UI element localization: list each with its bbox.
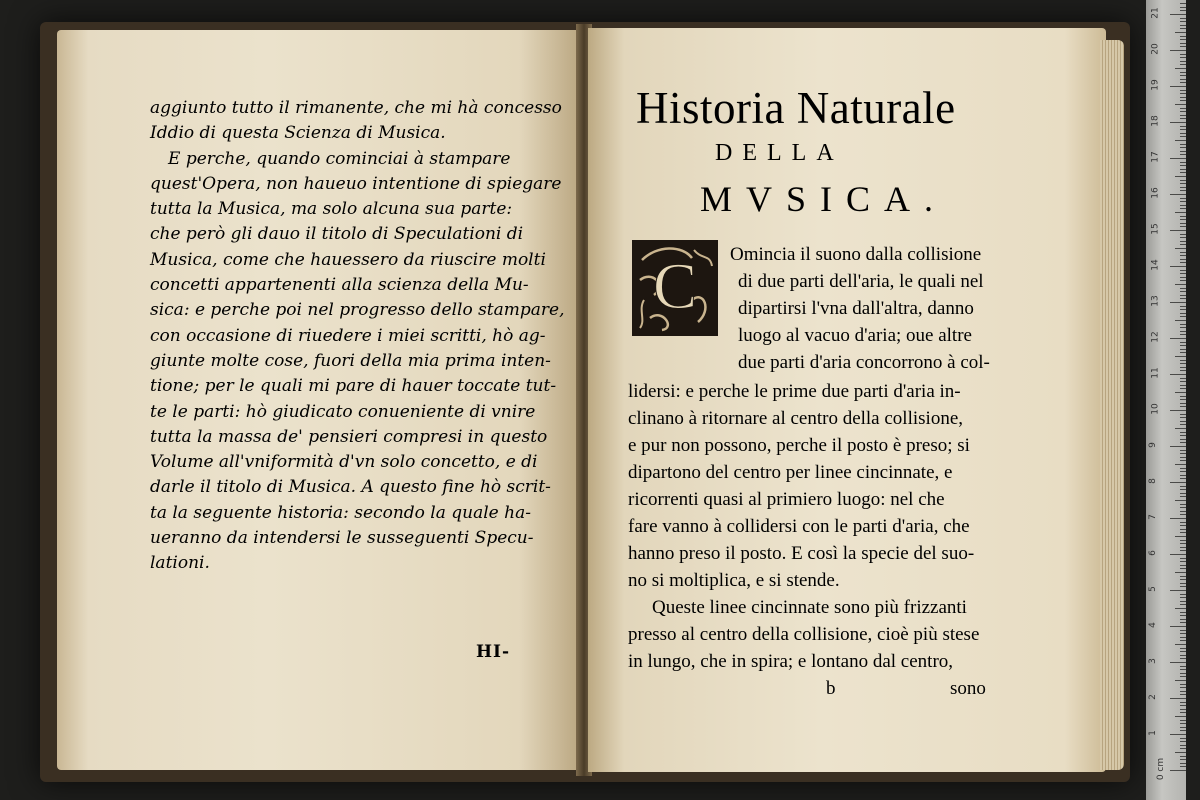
ruler-tick [1180, 439, 1186, 440]
ruler-tick [1180, 478, 1186, 479]
ruler-tick [1180, 180, 1186, 181]
ruler-number: 20 [1150, 43, 1161, 55]
ruler-tick [1170, 554, 1186, 555]
ruler-tick [1180, 579, 1186, 580]
ruler-tick [1175, 68, 1186, 69]
ruler-tick [1180, 316, 1186, 317]
ruler-tick [1180, 64, 1186, 65]
ruler-tick [1175, 572, 1186, 573]
ruler-tick [1180, 273, 1186, 274]
ruler-tick [1180, 550, 1186, 551]
ruler-tick [1180, 666, 1186, 667]
ruler-tick [1180, 684, 1186, 685]
ruler-number: 13 [1150, 295, 1161, 307]
ruler-number: 1 [1147, 730, 1158, 736]
ruler-number: 6 [1147, 550, 1158, 556]
ruler-tick [1170, 734, 1186, 735]
ruler-tick [1180, 691, 1186, 692]
ruler-tick [1170, 482, 1186, 483]
ruler-tick [1175, 212, 1186, 213]
ruler-tick [1180, 216, 1186, 217]
right-line: di due parti dell'aria, le quali nel [738, 271, 984, 292]
ruler-tick [1170, 14, 1186, 15]
ruler-tick [1170, 446, 1186, 447]
ruler-tick [1180, 615, 1186, 616]
ruler-tick [1180, 75, 1186, 76]
ruler-tick [1180, 43, 1186, 44]
ruler-tick [1180, 370, 1186, 371]
right-line: dipartirsi l'vna dall'altra, danno [738, 298, 974, 319]
ruler-tick [1175, 680, 1186, 681]
right-catchword: sono [950, 678, 986, 699]
ruler-tick [1180, 414, 1186, 415]
ruler-tick [1180, 568, 1186, 569]
ruler-tick [1180, 241, 1186, 242]
ruler-tick [1170, 410, 1186, 411]
ruler-tick [1180, 489, 1186, 490]
ruler-tick [1180, 457, 1186, 458]
right-line: Omincia il suono dalla collisione [730, 244, 982, 265]
right-line: due parti d'aria concorrono à col- [738, 352, 990, 373]
left-line: lationi. [150, 553, 210, 574]
svg-text:C: C [652, 250, 698, 323]
ruler-tick [1180, 21, 1186, 22]
ruler-tick [1180, 172, 1186, 173]
ruler-tick [1180, 540, 1186, 541]
right-line: presso al centro della collisione, cioè più stese [628, 624, 980, 645]
ruler-tick [1175, 284, 1186, 285]
ruler-tick [1180, 82, 1186, 83]
ruler-tick [1175, 104, 1186, 105]
ruler-tick [1180, 640, 1186, 641]
ruler-tick [1180, 219, 1186, 220]
ruler-tick [1180, 766, 1186, 767]
ruler-tick [1180, 18, 1186, 19]
ruler-tick [1180, 730, 1186, 731]
left-line: tutta la Musica, ma solo alcuna sua parte: [150, 199, 513, 220]
left-line: darle il titolo di Musica. A questo fine hò scrit- [150, 477, 551, 498]
ruler-tick [1170, 302, 1186, 303]
ruler-tick [1180, 424, 1186, 425]
ruler-tick [1175, 536, 1186, 537]
ruler-tick [1180, 10, 1186, 11]
ruler-number: 5 [1147, 586, 1158, 592]
left-line: ueranno da intendersi le susseguenti Specu- [150, 528, 534, 549]
left-line: tione; per le quali mi pare di hauer toccate tut- [150, 376, 557, 397]
ruler-tick [1180, 154, 1186, 155]
ruler-tick [1180, 421, 1186, 422]
ruler-tick [1180, 763, 1186, 764]
ruler-tick [1180, 169, 1186, 170]
ruler-number: 19 [1150, 79, 1161, 91]
signature-mark: b [826, 678, 836, 699]
left-line: te le parti: hò giudicato conueniente di vnire [150, 401, 536, 422]
ruler-number: 8 [1147, 478, 1158, 484]
ruler-number: 21 [1150, 7, 1161, 19]
left-line: giunte molte cose, fuori della mia prima inten- [150, 350, 551, 371]
ruler-tick [1170, 338, 1186, 339]
ruler-tick [1180, 72, 1186, 73]
ruler-tick [1180, 334, 1186, 335]
ruler-tick [1180, 309, 1186, 310]
ruler-tick [1180, 622, 1186, 623]
ruler-tick [1180, 7, 1186, 8]
page-title: Historia Naturale [636, 83, 956, 133]
ruler-tick [1180, 381, 1186, 382]
ruler-tick [1170, 590, 1186, 591]
ruler-tick [1180, 270, 1186, 271]
left-line: con occasione di riuedere i miei scritti, hò ag- [150, 325, 546, 346]
ruler-tick [1180, 378, 1186, 379]
ruler-tick [1180, 705, 1186, 706]
ruler-tick [1180, 756, 1186, 757]
ruler-tick [1180, 748, 1186, 749]
ruler-tick [1180, 190, 1186, 191]
ruler-tick [1180, 594, 1186, 595]
ruler-tick [1180, 93, 1186, 94]
ruler-tick [1180, 208, 1186, 209]
ruler-tick [1180, 507, 1186, 508]
right-line: hanno preso il posto. E così la specie del suo- [628, 543, 975, 564]
ruler-tick [1180, 529, 1186, 530]
ruler-tick [1170, 122, 1186, 123]
ruler-tick [1180, 90, 1186, 91]
title-della: DELLA [715, 140, 844, 166]
left-line: aggiunto tutto il rimanente, che mi hà concesso [150, 98, 562, 118]
ruler-number: 12 [1150, 331, 1161, 343]
ruler-tick [1170, 194, 1186, 195]
ruler-tick [1180, 558, 1186, 559]
ruler-tick [1180, 565, 1186, 566]
ruler-tick [1180, 576, 1186, 577]
ruler-tick [1180, 25, 1186, 26]
ruler-tick [1180, 496, 1186, 497]
left-page-text [150, 96, 565, 577]
right-line: e pur non possono, perche il posto è preso; si [628, 435, 970, 456]
ruler-tick [1180, 648, 1186, 649]
ruler-tick [1180, 612, 1186, 613]
ruler-tick [1170, 50, 1186, 51]
ruler-number: 9 [1147, 442, 1158, 448]
ruler-tick [1180, 111, 1186, 112]
ruler-tick [1175, 320, 1186, 321]
ruler-tick [1180, 702, 1186, 703]
ruler-tick [1180, 561, 1186, 562]
right-line: in lungo, che in spira; e lontano dal centro, [628, 651, 954, 672]
right-line: ricorrenti quasi al primiero luogo: nel che [628, 489, 945, 510]
ruler-tick [1180, 486, 1186, 487]
ruler-tick [1170, 626, 1186, 627]
ruler-tick [1180, 388, 1186, 389]
ruler-tick [1180, 712, 1186, 713]
ruler-tick [1180, 504, 1186, 505]
left-line: Musica, come che hauessero da riuscire molti [150, 249, 546, 270]
ruler-tick [1180, 327, 1186, 328]
ruler-tick [1180, 133, 1186, 134]
ruler-number: 14 [1150, 259, 1161, 271]
ruler-tick [1180, 694, 1186, 695]
ruler-tick [1180, 460, 1186, 461]
ruler-tick [1180, 619, 1186, 620]
ruler-tick [1180, 115, 1186, 116]
page-edges [1100, 40, 1124, 770]
ruler-tick [1180, 406, 1186, 407]
ruler-tick [1180, 630, 1186, 631]
left-line: quest'Opera, non haueuo intentione di spiegare [150, 173, 562, 194]
ruler-tick [1175, 752, 1186, 753]
ruler-tick [1180, 543, 1186, 544]
ruler-tick [1180, 147, 1186, 148]
ruler-tick [1180, 183, 1186, 184]
ruler-tick [1175, 176, 1186, 177]
ruler-tick [1180, 280, 1186, 281]
ruler-tick [1180, 532, 1186, 533]
ruler-tick [1180, 36, 1186, 37]
ruler-tick [1170, 770, 1186, 771]
ruler-number: 16 [1150, 187, 1161, 199]
ruler-tick [1180, 298, 1186, 299]
right-line: no si moltiplica, e si stende. [628, 570, 840, 591]
ruler-tick [1180, 601, 1186, 602]
left-line: E perche, quando cominciai à stampare [168, 148, 511, 169]
ruler-tick [1180, 522, 1186, 523]
ruler-tick [1180, 432, 1186, 433]
ruler-tick [1180, 223, 1186, 224]
ruler-tick [1180, 162, 1186, 163]
left-line: tutta la massa de' pensieri compresi in questo [150, 426, 548, 447]
ruler-tick [1180, 597, 1186, 598]
ruler-tick [1180, 723, 1186, 724]
ruler-tick [1180, 738, 1186, 739]
ruler-tick [1180, 237, 1186, 238]
ruler-tick [1180, 144, 1186, 145]
ruler-tick [1180, 658, 1186, 659]
ruler-tick [1175, 644, 1186, 645]
ruler-number: 7 [1147, 514, 1158, 520]
ruler-number: 0 cm [1156, 757, 1167, 781]
ruler-tick [1180, 342, 1186, 343]
ruler-tick [1180, 136, 1186, 137]
ruler-tick [1180, 79, 1186, 80]
ruler-tick [1180, 583, 1186, 584]
ruler-tick [1170, 230, 1186, 231]
ruler-tick [1170, 662, 1186, 663]
ruler-tick [1175, 500, 1186, 501]
ruler-tick [1180, 291, 1186, 292]
ruler-tick [1180, 252, 1186, 253]
ruler-tick [1180, 687, 1186, 688]
ruler-tick [1180, 399, 1186, 400]
ruler-tick [1180, 493, 1186, 494]
ruler-tick [1180, 385, 1186, 386]
ruler-tick [1180, 471, 1186, 472]
ruler-tick [1180, 396, 1186, 397]
ruler-number: 3 [1147, 658, 1158, 664]
ruler-tick [1180, 151, 1186, 152]
ruler-tick [1180, 637, 1186, 638]
ruler-tick [1170, 86, 1186, 87]
ruler-tick [1180, 255, 1186, 256]
ruler-tick [1180, 417, 1186, 418]
ruler-tick [1175, 608, 1186, 609]
ruler-tick [1180, 345, 1186, 346]
ruler-tick [1180, 259, 1186, 260]
ruler-tick [1180, 61, 1186, 62]
ruler-tick [1180, 306, 1186, 307]
ruler-tick [1180, 604, 1186, 605]
right-line: clinano à ritornare al centro della collisione, [628, 408, 963, 429]
ruler-tick [1180, 201, 1186, 202]
ruler-tick [1175, 716, 1186, 717]
ruler-tick [1175, 464, 1186, 465]
ruler-tick [1180, 720, 1186, 721]
ruler-tick [1180, 360, 1186, 361]
title-musica: MVSICA. [700, 179, 948, 219]
left-line: che però gli dauo il titolo di Speculationi di [150, 224, 524, 245]
ruler-tick [1180, 525, 1186, 526]
ruler-number: 15 [1150, 223, 1161, 235]
ruler-tick [1180, 313, 1186, 314]
ruler-tick [1180, 324, 1186, 325]
ruler-tick [1180, 367, 1186, 368]
ruler-tick [1180, 244, 1186, 245]
ruler-tick [1175, 356, 1186, 357]
ruler-tick [1175, 32, 1186, 33]
ruler-number: 18 [1150, 115, 1161, 127]
ruler-number: 10 [1150, 403, 1161, 415]
ruler-tick [1180, 442, 1186, 443]
ruler-tick [1180, 655, 1186, 656]
ruler-tick [1180, 453, 1186, 454]
left-catchword: HI- [476, 642, 511, 662]
ruler-tick [1180, 277, 1186, 278]
ruler-tick [1180, 331, 1186, 332]
left-line: ta la seguente historia: secondo la quale ha- [150, 502, 531, 523]
ruler-tick [1180, 57, 1186, 58]
ruler-tick [1180, 673, 1186, 674]
ruler-tick [1180, 129, 1186, 130]
ruler-tick [1180, 450, 1186, 451]
ornament-icon [632, 240, 718, 336]
ruler-tick [1180, 349, 1186, 350]
ruler-tick [1180, 118, 1186, 119]
left-line: sica: e perche poi nel progresso dello stampare, [150, 300, 565, 321]
ruler-tick [1170, 266, 1186, 267]
ruler-tick [1175, 140, 1186, 141]
ruler-tick [1180, 226, 1186, 227]
ruler-tick [1180, 435, 1186, 436]
ruler-number: 4 [1147, 622, 1158, 628]
ruler-tick [1180, 669, 1186, 670]
ruler-tick [1170, 158, 1186, 159]
ruler-tick [1180, 234, 1186, 235]
right-line: Queste linee cincinnate sono più frizzanti [652, 597, 967, 618]
right-line: luogo al vacuo d'aria; oue altre [738, 325, 972, 346]
ruler-tick [1180, 54, 1186, 55]
ruler-tick [1180, 709, 1186, 710]
ruler-tick [1180, 100, 1186, 101]
ruler-number: 11 [1150, 367, 1161, 379]
left-line: Iddio di questa Scienza di Musica. [150, 123, 446, 144]
right-line: fare vanno à collidersi con le parti d'aria, che [628, 516, 970, 537]
ruler-tick [1180, 295, 1186, 296]
ruler-tick [1170, 374, 1186, 375]
ruler-tick [1180, 514, 1186, 515]
ruler-number: 17 [1150, 151, 1161, 163]
ruler-tick [1180, 187, 1186, 188]
ruler-tick [1180, 126, 1186, 127]
right-line: lidersi: e perche le prime due parti d'aria in- [628, 381, 961, 402]
ruler-tick [1180, 633, 1186, 634]
ruler-tick [1180, 352, 1186, 353]
ruler-number: 2 [1147, 694, 1158, 700]
ruler-tick [1180, 165, 1186, 166]
ruler-tick [1180, 39, 1186, 40]
ruler-tick [1180, 468, 1186, 469]
ruler-tick [1180, 205, 1186, 206]
ruler-tick [1180, 46, 1186, 47]
ruler-tick [1175, 392, 1186, 393]
ruler-tick [1180, 741, 1186, 742]
ruler-tick [1180, 651, 1186, 652]
decorated-initial [632, 240, 718, 336]
ruler-tick [1180, 288, 1186, 289]
ruler-tick [1180, 586, 1186, 587]
ruler-tick [1180, 511, 1186, 512]
ruler-tick [1180, 676, 1186, 677]
ruler-tick [1180, 475, 1186, 476]
ruler-tick [1180, 745, 1186, 746]
ruler-tick [1180, 97, 1186, 98]
ruler-tick [1180, 198, 1186, 199]
ruler-tick [1170, 518, 1186, 519]
ruler-tick [1180, 403, 1186, 404]
ruler-tick [1180, 363, 1186, 364]
right-line: dipartono del centro per linee cincinnate, e [628, 462, 953, 483]
ruler-tick [1180, 108, 1186, 109]
ruler-tick [1180, 3, 1186, 4]
ruler-tick [1175, 428, 1186, 429]
left-line: concetti appartenenti alla scienza della Mu- [150, 275, 529, 296]
ruler-tick [1175, 248, 1186, 249]
ruler-tick [1180, 547, 1186, 548]
ruler-tick [1180, 759, 1186, 760]
ruler-tick [1180, 727, 1186, 728]
measuring-ruler [1146, 0, 1186, 800]
ruler-tick [1180, 28, 1186, 29]
ruler-tick [1170, 698, 1186, 699]
left-line: Volume all'vniformità d'vn solo concetto, e di [150, 452, 538, 473]
ruler-tick [1180, 262, 1186, 263]
